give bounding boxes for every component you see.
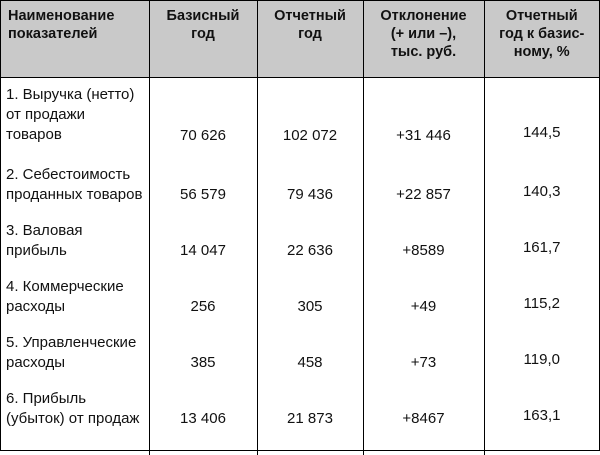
cell-percent: 161,7 <box>484 214 599 270</box>
cell-report: 305 <box>257 270 363 326</box>
header-indicator-name: Наименование показателей <box>1 1 149 78</box>
data-table <box>1 1 599 455</box>
table-row <box>1 214 599 270</box>
cell-percent: 115,2 <box>484 270 599 326</box>
cell-base: 70 626 <box>149 78 257 158</box>
header-deviation: Отклонение (+ или –), тыс. руб. <box>363 1 484 78</box>
row-name: 3. Валовая прибыль <box>1 214 149 270</box>
cell-report: 102 072 <box>257 78 363 158</box>
cell-percent: 163,1 <box>484 382 599 455</box>
row-name: 1. Выручка (нетто) от продажи товаров <box>1 78 149 158</box>
cell-percent: 140,3 <box>484 158 599 214</box>
cell-report: 22 636 <box>257 214 363 270</box>
cell-deviation: +73 <box>363 326 484 382</box>
table-row <box>1 382 599 455</box>
cell-deviation: +22 857 <box>363 158 484 214</box>
cell-report: 79 436 <box>257 158 363 214</box>
row-name: 4. Коммерческие расходы <box>1 270 149 326</box>
cell-deviation: +31 446 <box>363 78 484 158</box>
header-row <box>1 1 599 78</box>
cell-deviation: +49 <box>363 270 484 326</box>
table-row <box>1 326 599 382</box>
cell-base: 385 <box>149 326 257 382</box>
cell-percent: 119,0 <box>484 326 599 382</box>
table-row <box>1 78 599 158</box>
cell-report: 458 <box>257 326 363 382</box>
cell-percent: 144,5 <box>484 78 599 158</box>
cell-deviation: +8467 <box>363 382 484 455</box>
cell-base: 14 047 <box>149 214 257 270</box>
header-base-year: Базисный год <box>149 1 257 78</box>
row-name: 5. Управленческие расходы <box>1 326 149 382</box>
header-percent: Отчетный год к базис- ному, % <box>484 1 599 78</box>
cell-deviation: +8589 <box>363 214 484 270</box>
cell-base: 13 406 <box>149 382 257 455</box>
table-row <box>1 270 599 326</box>
row-name: 2. Себестоимость проданных товаров <box>1 158 149 214</box>
row-name: 6. Прибыль (убыток) от продаж <box>1 382 149 455</box>
cell-report: 21 873 <box>257 382 363 455</box>
cell-base: 56 579 <box>149 158 257 214</box>
table-row <box>1 158 599 214</box>
cell-base: 256 <box>149 270 257 326</box>
header-report-year: Отчетный год <box>257 1 363 78</box>
